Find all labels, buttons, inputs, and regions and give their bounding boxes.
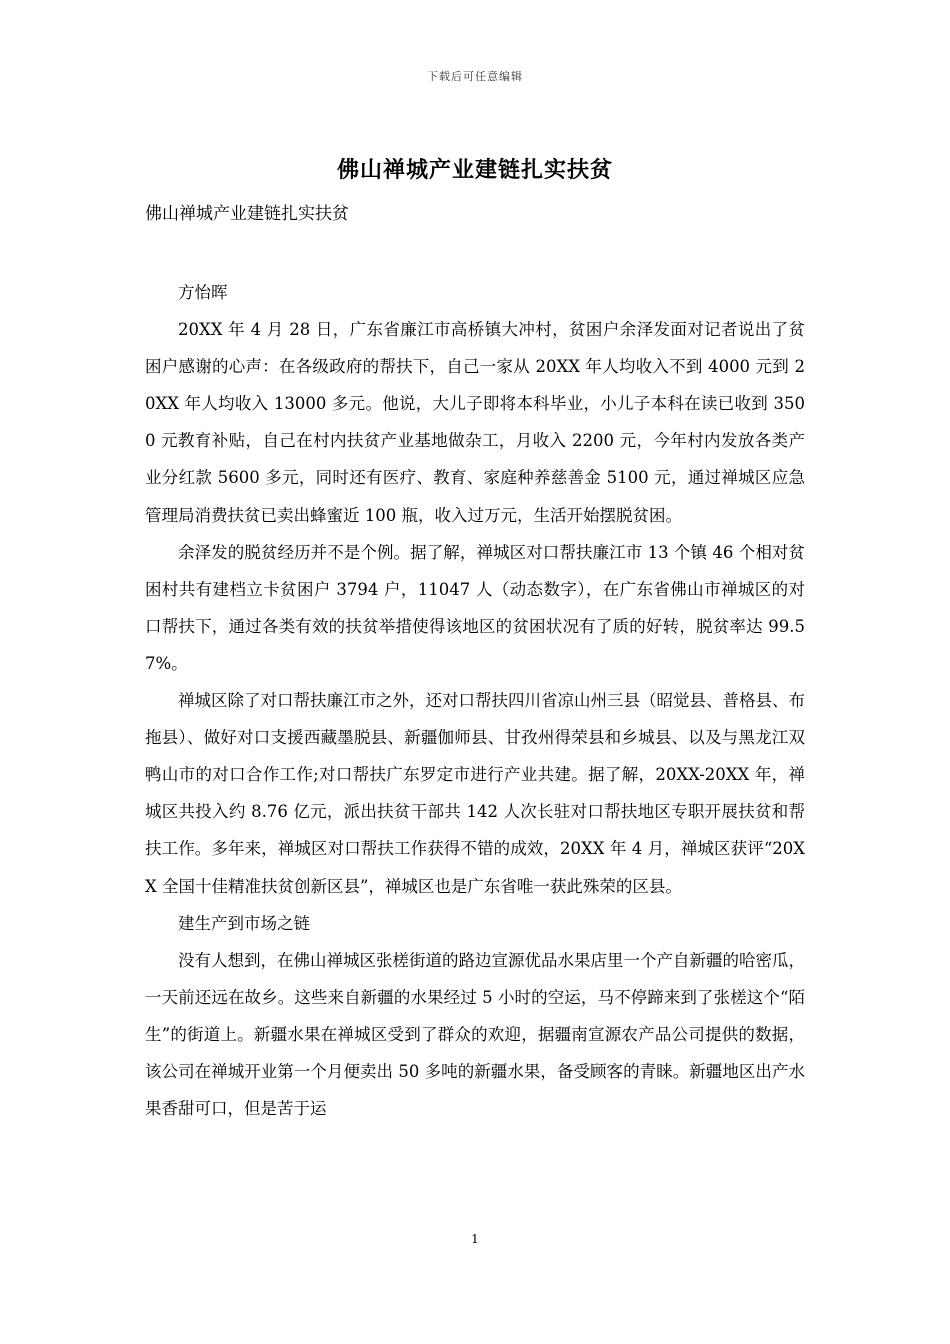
article-body (145, 274, 805, 1127)
paragraph: 没有人想到，在佛山禅城区张槎街道的路边宣源优品水果店里一个产自新疆的哈密瓜，一天前还远在故乡。这些来自新疆的水果经过 5 小时的空运，马不停蹄来到了张槎这个“陌生”的街道上。新疆水果在禅城区受到了群众的欢迎，据疆南宣源农产品公司提供的数据，该公司在禅城开业第一个月便卖出 50 多吨的新疆水果，备受顾客的青睐。新疆地区出产水果香甜可口，但是苦于运 (145, 950, 805, 1119)
paragraph: 余泽发的脱贫经历并不是个例。据了解，禅城区对口帮扶廉江市 13 个镇 46 个相对贫困村共有建档立卡贫困户 3794 户，11047 人（动态数字），在广东省佛山市禅城区的对口帮扶下，通过各类有效的扶贫举措使得该地区的贫困状况有了质的好转，脱贫率达 99.57%。 (145, 542, 805, 673)
header-note: 下载后可任意编辑 (427, 70, 523, 83)
paragraph: 20XX 年 4 月 28 日，广东省廉江市高桥镇大冲村，贫困户余泽发面对记者说出了贫困户感谢的心声：在各级政府的帮扶下，自己一家从 20XX 年人均收入不到 4000 元到 20XX 年人均收入 13000 多元。他说，大儿子即将本科毕业，小儿子本科在读已收到 3500 元教育补贴，自己在村内扶贫产业基地做杂工，月收入 2200 元，今年村内发放各类产业分红款 5600 多元，同时还有医疗、教育、家庭种养慈善金 5100 元，通过禅城区应急管理局消费扶贫已卖出蜂蜜近 100 瓶，收入过万元，生活开始摆脱贫困。 (145, 320, 805, 525)
author-line: 方怡晖 (178, 283, 228, 302)
paragraph: 禅城区除了对口帮扶廉江市之外，还对口帮扶四川省凉山州三县（昭觉县、普格县、布拖县）、做好对口支援西藏墨脱县、新疆伽师县、甘孜州得荣县和乡城县、以及与黑龙江双鸭山市的对口合作工作;对口帮扶广东罗定市进行产业共建。据了解，20XX-20XX 年，禅城区共投入约 8.76 亿元，派出扶贫干部共 142 人次长驻对口帮扶地区专职开展扶贫和帮扶工作。多年来，禅城区对口帮扶工作获得不错的成效，20XX 年 4 月，禅城区获评“20XX 全国十佳精准扶贫创新区县”，禅城区也是广东省唯一获此殊荣的区县。 (145, 691, 805, 896)
section-heading: 建生产到市场之链 (178, 913, 310, 933)
subtitle: 佛山禅城产业建链扎实扶贫 (145, 204, 349, 224)
page-title: 佛山禅城产业建链扎实扶贫 (336, 157, 613, 183)
page-number: 1 (471, 1232, 479, 1246)
